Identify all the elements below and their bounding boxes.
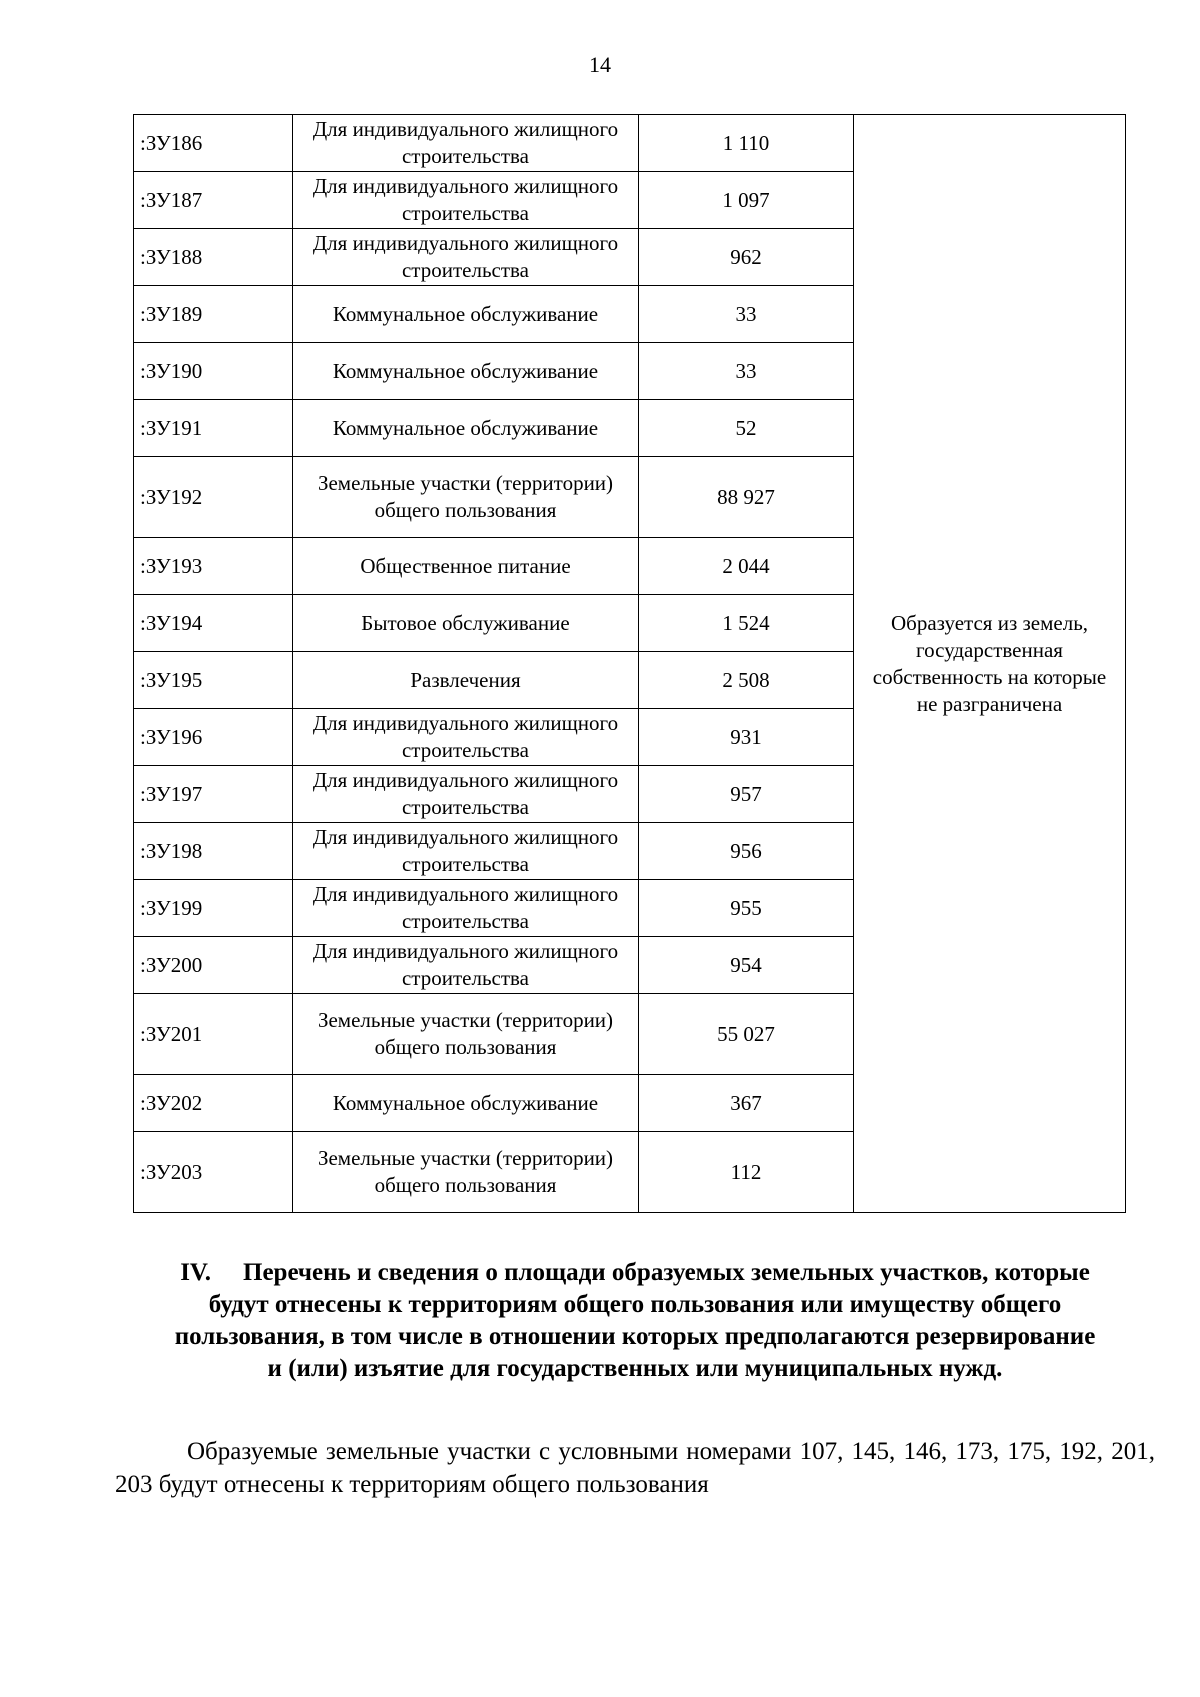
plot-use: Земельные участки (территории) общего пользования xyxy=(293,994,639,1075)
plot-id: :ЗУ199 xyxy=(134,880,293,937)
plot-use: Коммунальное обслуживание xyxy=(293,1075,639,1132)
plot-area: 2 508 xyxy=(639,652,854,709)
section-title: Перечень и сведения о площади образуемых земельных участков, которые будут отнесены к территориям общего пользования или имуществу общего пользования, в том числе в отношении которых предполагаются резервирование и (или) изъятие для государственных или муниципальных нужд. xyxy=(174,1259,1096,1382)
plot-use: Земельные участки (территории) общего пользования xyxy=(293,1132,639,1213)
plot-area: 955 xyxy=(639,880,854,937)
plot-area: 1 097 xyxy=(639,172,854,229)
plot-area: 954 xyxy=(639,937,854,994)
plot-use: Для индивидуального жилищного строительства xyxy=(293,766,639,823)
plot-id: :ЗУ203 xyxy=(134,1132,293,1213)
plot-id: :ЗУ198 xyxy=(134,823,293,880)
plot-use: Земельные участки (территории) общего пользования xyxy=(293,457,639,538)
plot-area: 112 xyxy=(639,1132,854,1213)
body-paragraph: Образуемые земельные участки с условными номерами 107, 145, 146, 173, 175, 192, 201, 203 будут отнесены к территориям общего пользования xyxy=(115,1438,1155,1498)
plot-use: Общественное питание xyxy=(293,538,639,595)
plot-use: Для индивидуального жилищного строительства xyxy=(293,880,639,937)
plot-id: :ЗУ192 xyxy=(134,457,293,538)
plot-id: :ЗУ197 xyxy=(134,766,293,823)
plot-id: :ЗУ191 xyxy=(134,400,293,457)
plot-id: :ЗУ202 xyxy=(134,1075,293,1132)
plot-status-note: Образуется из земель, государственная собственность на которые не разграничена xyxy=(854,115,1126,1213)
section-heading xyxy=(170,1257,1100,1385)
plot-use: Для индивидуального жилищного строительства xyxy=(293,823,639,880)
plot-use: Бытовое обслуживание xyxy=(293,595,639,652)
section-number: IV. xyxy=(180,1259,211,1286)
plot-area: 88 927 xyxy=(639,457,854,538)
plot-id: :ЗУ190 xyxy=(134,343,293,400)
plot-area: 55 027 xyxy=(639,994,854,1075)
plot-id: :ЗУ187 xyxy=(134,172,293,229)
plot-use: Для индивидуального жилищного строительства xyxy=(293,115,639,172)
plot-use: Развлечения xyxy=(293,652,639,709)
table-row xyxy=(134,115,1126,172)
plot-id: :ЗУ189 xyxy=(134,286,293,343)
plot-id: :ЗУ188 xyxy=(134,229,293,286)
plot-id: :ЗУ195 xyxy=(134,652,293,709)
plot-use: Для индивидуального жилищного строительства xyxy=(293,172,639,229)
plot-use: Для индивидуального жилищного строительства xyxy=(293,709,639,766)
plot-area: 1 524 xyxy=(639,595,854,652)
page-number: 14 xyxy=(589,52,611,77)
plot-use: Для индивидуального жилищного строительства xyxy=(293,937,639,994)
plot-use: Для индивидуального жилищного строительства xyxy=(293,229,639,286)
plot-id: :ЗУ196 xyxy=(134,709,293,766)
plot-area: 931 xyxy=(639,709,854,766)
plot-id: :ЗУ194 xyxy=(134,595,293,652)
plot-area: 52 xyxy=(639,400,854,457)
plot-area: 33 xyxy=(639,343,854,400)
plot-use: Коммунальное обслуживание xyxy=(293,286,639,343)
plot-area: 1 110 xyxy=(639,115,854,172)
plot-area: 367 xyxy=(639,1075,854,1132)
plot-area: 962 xyxy=(639,229,854,286)
plot-id: :ЗУ193 xyxy=(134,538,293,595)
plot-use: Коммунальное обслуживание xyxy=(293,400,639,457)
plot-area: 33 xyxy=(639,286,854,343)
plot-id: :ЗУ200 xyxy=(134,937,293,994)
plot-id: :ЗУ186 xyxy=(134,115,293,172)
plot-area: 956 xyxy=(639,823,854,880)
land-plots-table xyxy=(133,114,1126,1213)
plot-area: 2 044 xyxy=(639,538,854,595)
plot-use: Коммунальное обслуживание xyxy=(293,343,639,400)
plot-id: :ЗУ201 xyxy=(134,994,293,1075)
plot-area: 957 xyxy=(639,766,854,823)
